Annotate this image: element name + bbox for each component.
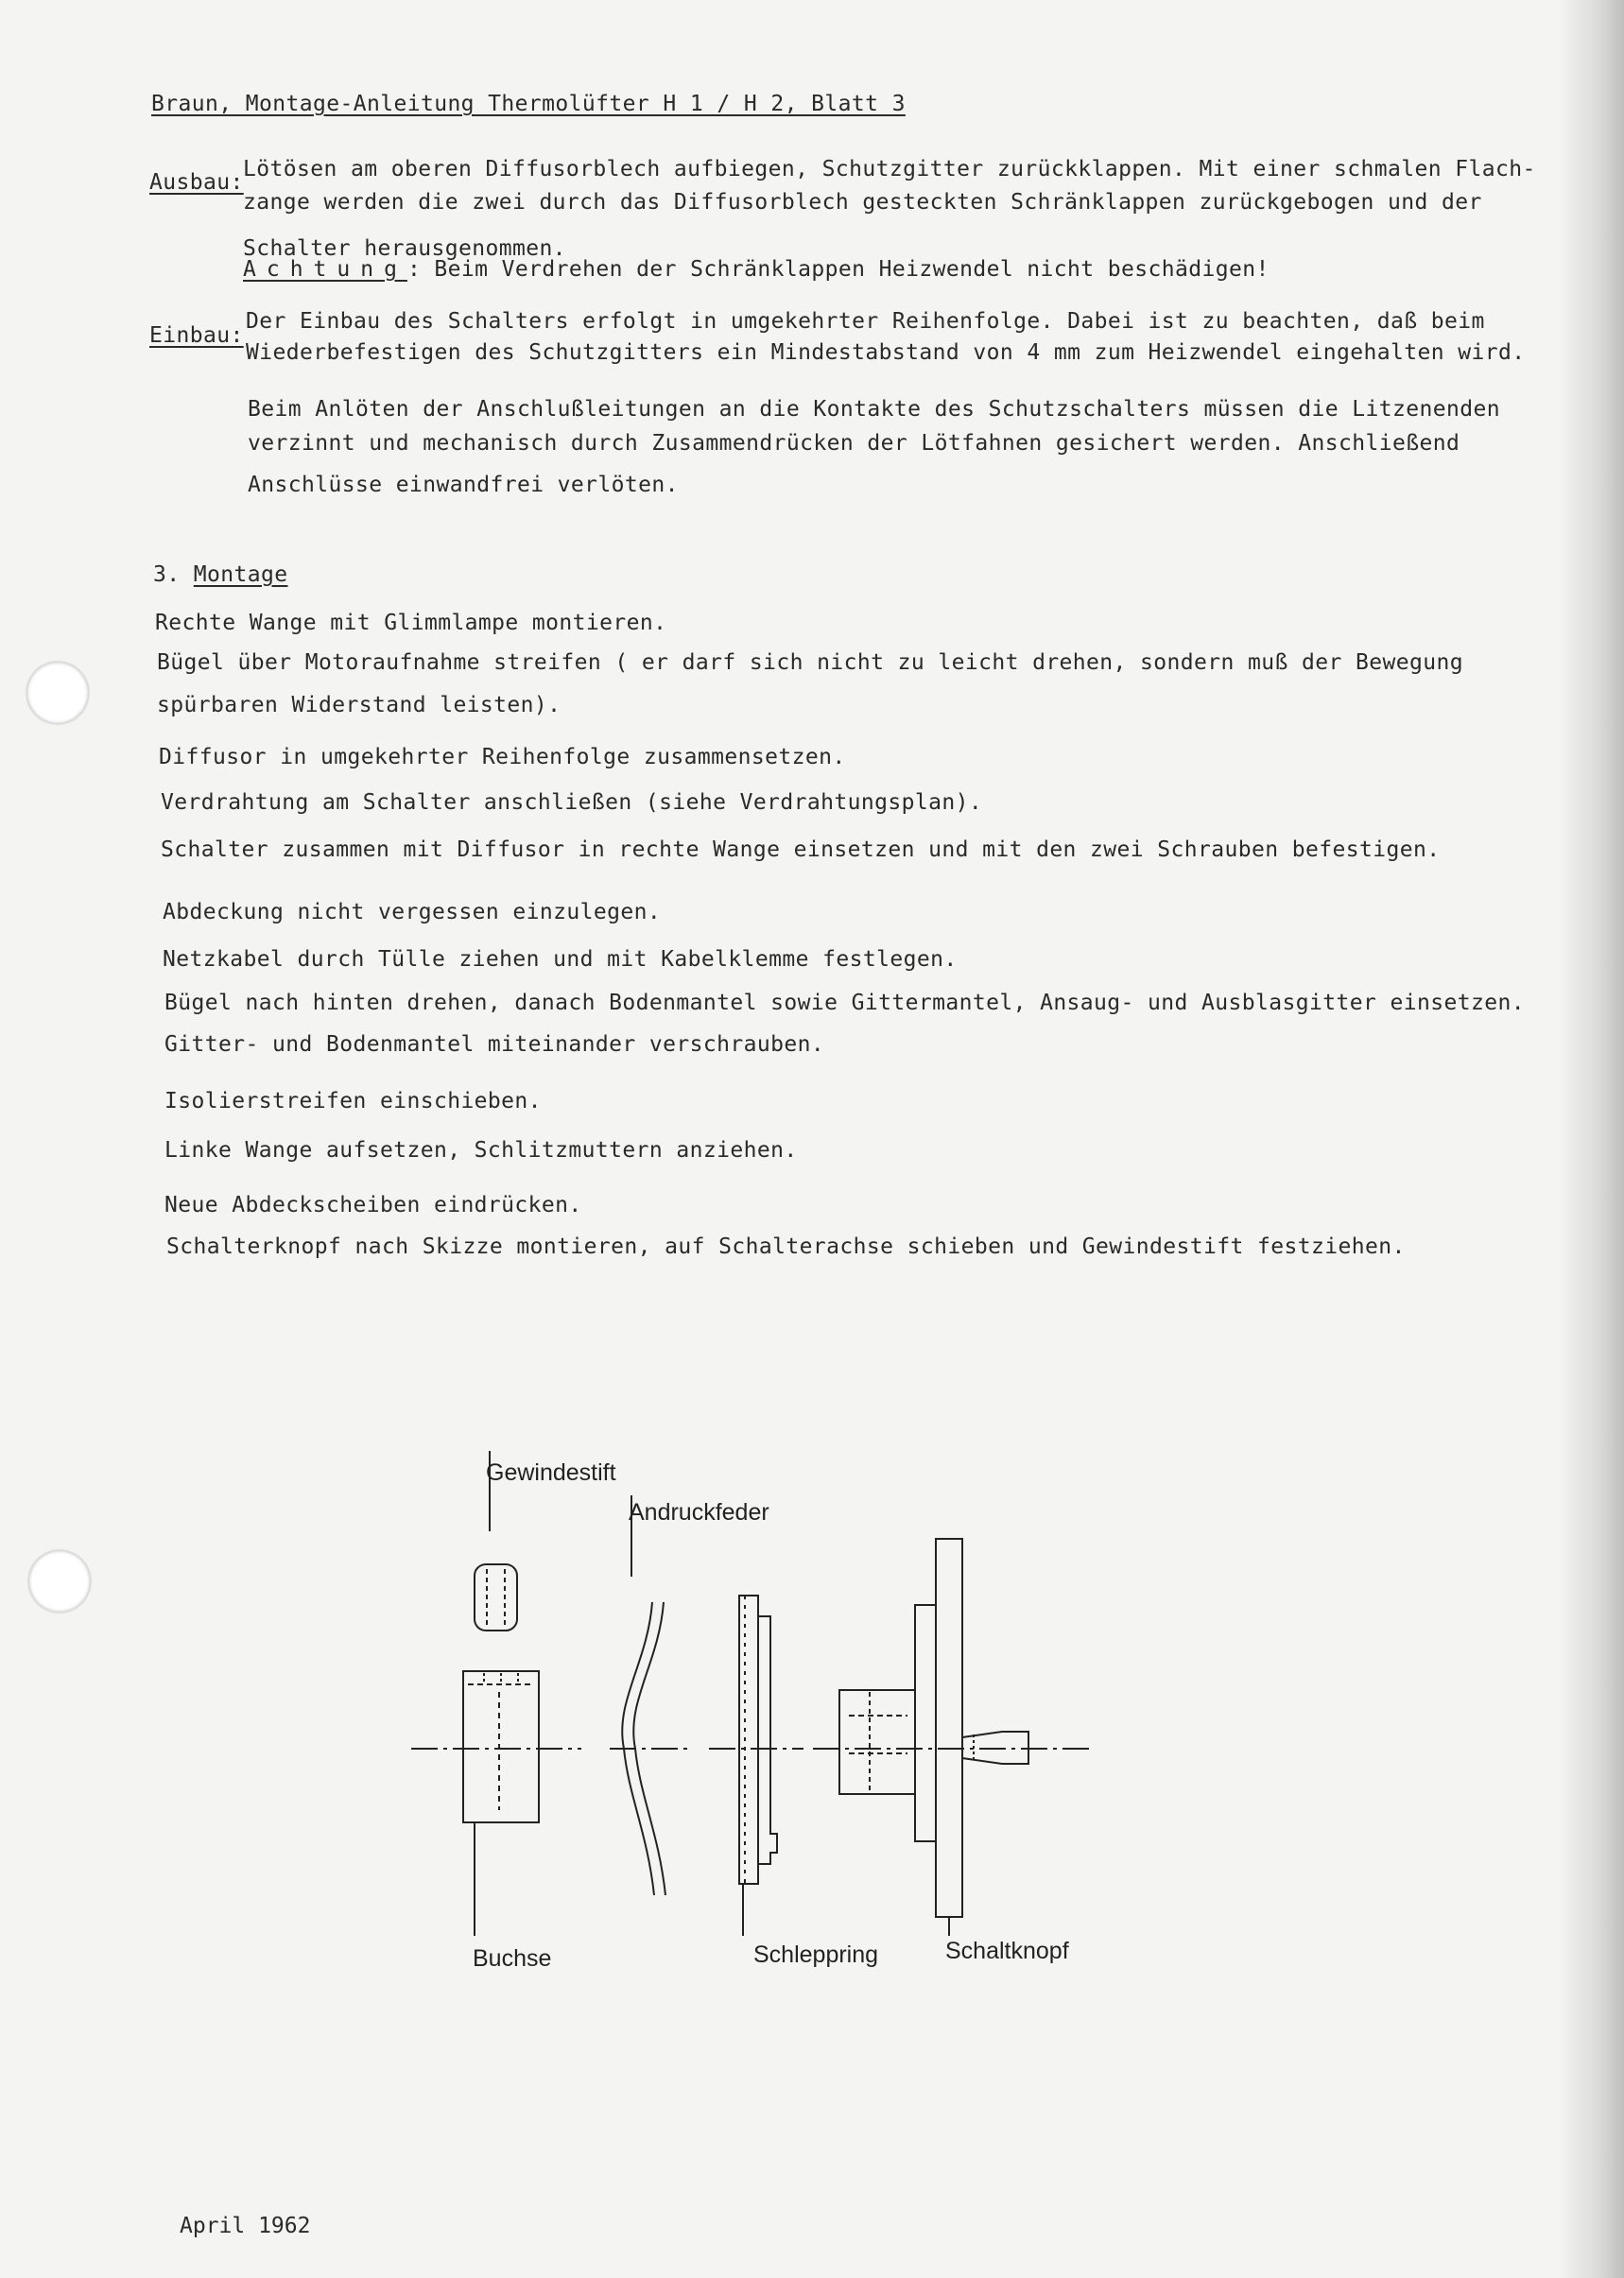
label-schaltknopf: Schaltknopf [945, 1938, 1069, 1964]
montage-step-9: Isolierstreifen einschieben. [164, 1089, 542, 1113]
ausbau-line-2: zange werden die zwei durch das Diffusorblech gesteckten Schränklappen zurückgebogen und der [243, 190, 1482, 215]
montage-step-2-line-2: spürbaren Widerstand leisten). [157, 693, 561, 717]
einbau-p2-line-2: verzinnt und mechanisch durch Zusammendrücken der Lötfahnen gesichert werden. Anschließend [248, 431, 1460, 456]
einbau-label: Einbau: [149, 323, 244, 348]
einbau-p2-line-3: Anschlüsse einwandfrei verlöten. [248, 473, 679, 497]
punch-hole-bottom [28, 1550, 91, 1613]
punch-hole-top [26, 662, 89, 724]
label-schleppring: Schleppring [753, 1941, 879, 1968]
label-buchse: Buchse [473, 1945, 552, 1972]
label-gewindestift: Gewindestift [486, 1459, 616, 1486]
schaltknopf-part [839, 1539, 1028, 1936]
montage-number: 3. [153, 562, 181, 587]
montage-title: Montage [193, 562, 288, 587]
page-header: Braun, Montage-Anleitung Thermolüfter H 1 / H 2, Blatt 3 [151, 92, 906, 116]
schleppring-part [739, 1596, 777, 1936]
montage-step-12: Schalterknopf nach Skizze montieren, auf Schalterachse schieben und Gewindestift festziehen. [166, 1234, 1406, 1259]
montage-heading [153, 562, 287, 587]
label-andruckfeder: Andruckfeder [629, 1499, 769, 1526]
ausbau-line-1: Lötösen am oberen Diffusorblech aufbiegen, Schutzgitter zurückklappen. Mit einer schmalen Flach- [243, 157, 1536, 181]
buchse-part [463, 1671, 539, 1936]
montage-step-11: Neue Abdeckscheiben eindrücken. [164, 1193, 582, 1217]
achtung-text: : Beim Verdrehen der Schränklappen Heizwendel nicht beschädigen! [406, 257, 1270, 282]
andruckfeder-part [622, 1495, 665, 1895]
montage-step-2-line-1: Bügel über Motoraufnahme streifen ( er darf sich nicht zu leicht drehen, sondern muß der Bewegung [157, 650, 1463, 675]
footer-date: April 1962 [180, 2214, 311, 2238]
montage-step-3: Diffusor in umgekehrter Reihenfolge zusammensetzen. [159, 745, 846, 769]
montage-step-10: Linke Wange aufsetzen, Schlitzmuttern anziehen. [164, 1138, 798, 1163]
achtung-label: Achtung [243, 257, 407, 282]
montage-step-8-line-1: Bügel nach hinten drehen, danach Bodenmantel sowie Gittermantel, Ansaug- und Ausblasgitter einsetzen. [164, 991, 1525, 1015]
montage-step-4: Verdrahtung am Schalter anschließen (siehe Verdrahtungsplan). [161, 790, 983, 815]
montage-step-8-line-2: Gitter- und Bodenmantel miteinander verschrauben. [164, 1032, 825, 1057]
ausbau-achtung [243, 257, 1270, 282]
einbau-line-1: Der Einbau des Schalters erfolgt in umgekehrter Reihenfolge. Dabei ist zu beachten, daß beim [246, 309, 1485, 334]
einbau-line-2: Wiederbefestigen des Schutzgitters ein Mindestabstand von 4 mm zum Heizwendel eingehalten wird. [246, 340, 1526, 365]
einbau-p2-line-1: Beim Anlöten der Anschlußleitungen an die Kontakte des Schutzschalters müssen die Litzenenden [248, 397, 1500, 422]
ausbau-label: Ausbau: [149, 170, 244, 195]
montage-step-7: Netzkabel durch Tülle ziehen und mit Kabelklemme festlegen. [163, 947, 958, 972]
page-edge-shadow [1558, 0, 1624, 2278]
montage-step-1: Rechte Wange mit Glimmlampe montieren. [155, 611, 667, 635]
montage-step-6: Abdeckung nicht vergessen einzulegen. [163, 900, 662, 924]
ausbau-line-3: Schalter herausgenommen. [243, 236, 566, 261]
montage-step-5: Schalter zusammen mit Diffusor in rechte Wange einsetzen und mit den zwei Schrauben befestigen. [161, 837, 1441, 862]
